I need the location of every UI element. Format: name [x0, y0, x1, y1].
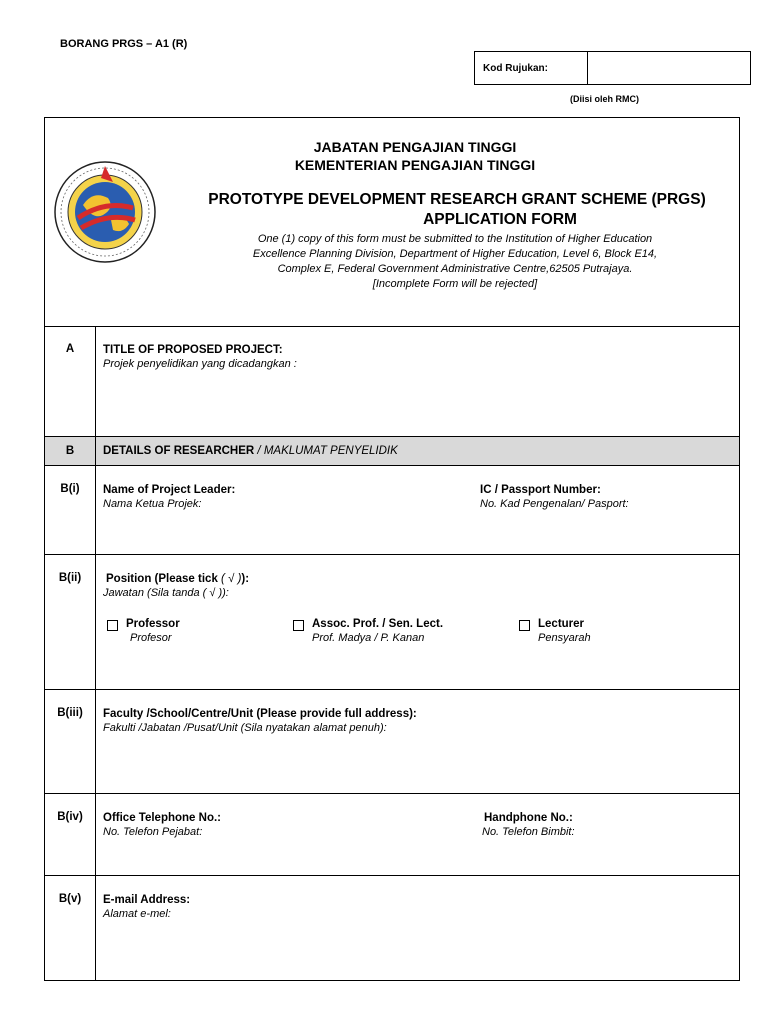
- form-header: [45, 118, 739, 327]
- section-b-i-leader: [45, 466, 739, 555]
- option-label: Professor: [126, 618, 180, 630]
- ic-passport-label: IC / Passport Number:: [480, 484, 601, 496]
- lecturer-checkbox[interactable]: [519, 620, 530, 631]
- submission-instruction-line: Excellence Planning Division, Department of Higher Education, Level 6, Block E14,: [252, 248, 658, 260]
- option-sublabel: Profesor: [130, 632, 172, 644]
- form-title: APPLICATION FORM: [423, 211, 577, 228]
- handphone-label: Handphone No.:: [484, 812, 573, 824]
- position-label: [103, 572, 733, 586]
- section-b-iv-phone: [45, 794, 739, 876]
- professor-checkbox[interactable]: [107, 620, 118, 631]
- researcher-details-heading: DETAILS OF RESEARCHER: [103, 445, 255, 457]
- section-code: A: [45, 326, 96, 436]
- submission-instruction-line: Complex E, Federal Government Administrative Centre,62505 Putrajaya.: [277, 263, 633, 275]
- form-code: BORANG PRGS – A1 (R): [60, 38, 188, 50]
- section-code: B(iii): [45, 690, 96, 793]
- department-name: JABATAN PENGAJIAN TINGGI: [313, 139, 517, 155]
- project-title-label: TITLE OF PROPOSED PROJECT:: [103, 344, 283, 356]
- project-leader-name-sublabel: Nama Ketua Projek:: [103, 498, 202, 510]
- option-label: Lecturer: [538, 618, 585, 630]
- heading-separator: /: [254, 445, 264, 457]
- position-label-text: Position (Please tick: [106, 573, 222, 585]
- reference-code-field[interactable]: [588, 52, 750, 84]
- reference-code-note: (Diisi oleh RMC): [570, 94, 639, 104]
- section-code: B(i): [45, 466, 96, 554]
- project-title-sublabel: Projek penyelidikan yang dicadangkan :: [103, 358, 297, 370]
- option-assoc-prof[interactable]: [293, 617, 443, 645]
- application-form: [44, 117, 740, 981]
- section-code: B(v): [45, 876, 96, 980]
- section-code: B(ii): [45, 555, 96, 689]
- handphone-sublabel: No. Telefon Bimbit:: [482, 826, 575, 838]
- section-b-header: [45, 437, 739, 466]
- section-b-v-email: [45, 876, 739, 980]
- option-label: Assoc. Prof. / Sen. Lect.: [312, 618, 444, 630]
- office-phone-sublabel: No. Telefon Pejabat:: [103, 826, 203, 838]
- section-a-project-title: [45, 326, 739, 437]
- submission-instruction-line: One (1) copy of this form must be submitted to the Institution of Higher Education: [257, 233, 653, 245]
- ic-passport-sublabel: No. Kad Pengenalan/ Pasport:: [480, 498, 629, 510]
- email-sublabel: Alamat e-mel:: [103, 908, 171, 920]
- ministry-name: KEMENTERIAN PENGAJIAN TINGGI: [294, 157, 536, 173]
- email-label: E-mail Address:: [103, 894, 191, 906]
- section-b-iii-faculty: [45, 690, 739, 794]
- faculty-address-label: Faculty /School/Centre/Unit (Please provide full address):: [103, 708, 417, 720]
- reference-code-label: Kod Rujukan:: [475, 52, 588, 84]
- reference-code-box: [474, 51, 751, 85]
- faculty-address-sublabel: Fakulti /Jabatan /Pusat/Unit (Sila nyatakan alamat penuh):: [103, 722, 387, 734]
- section-code: B: [45, 437, 96, 465]
- assoc-prof-checkbox[interactable]: [293, 620, 304, 631]
- option-sublabel: Pensyarah: [538, 632, 591, 644]
- tick-mark-text: ( √ ): [221, 573, 242, 585]
- office-phone-label: Office Telephone No.:: [103, 812, 221, 824]
- rejection-note: [Incomplete Form will be rejected]: [372, 278, 538, 290]
- option-lecturer[interactable]: [519, 617, 591, 645]
- option-sublabel: Prof. Madya / P. Kanan: [312, 632, 425, 644]
- section-code: B(iv): [45, 794, 96, 875]
- section-b-ii-position: [45, 555, 739, 690]
- position-sublabel: Jawatan (Sila tanda ( √ )):: [103, 587, 229, 599]
- option-professor[interactable]: [107, 617, 180, 645]
- project-leader-name-label: Name of Project Leader:: [103, 484, 236, 496]
- scheme-title: PROTOTYPE DEVELOPMENT RESEARCH GRANT SCHEME (PRGS): [208, 191, 706, 208]
- position-label-end: ):: [241, 573, 250, 585]
- researcher-details-heading-malay: MAKLUMAT PENYELIDIK: [263, 445, 398, 457]
